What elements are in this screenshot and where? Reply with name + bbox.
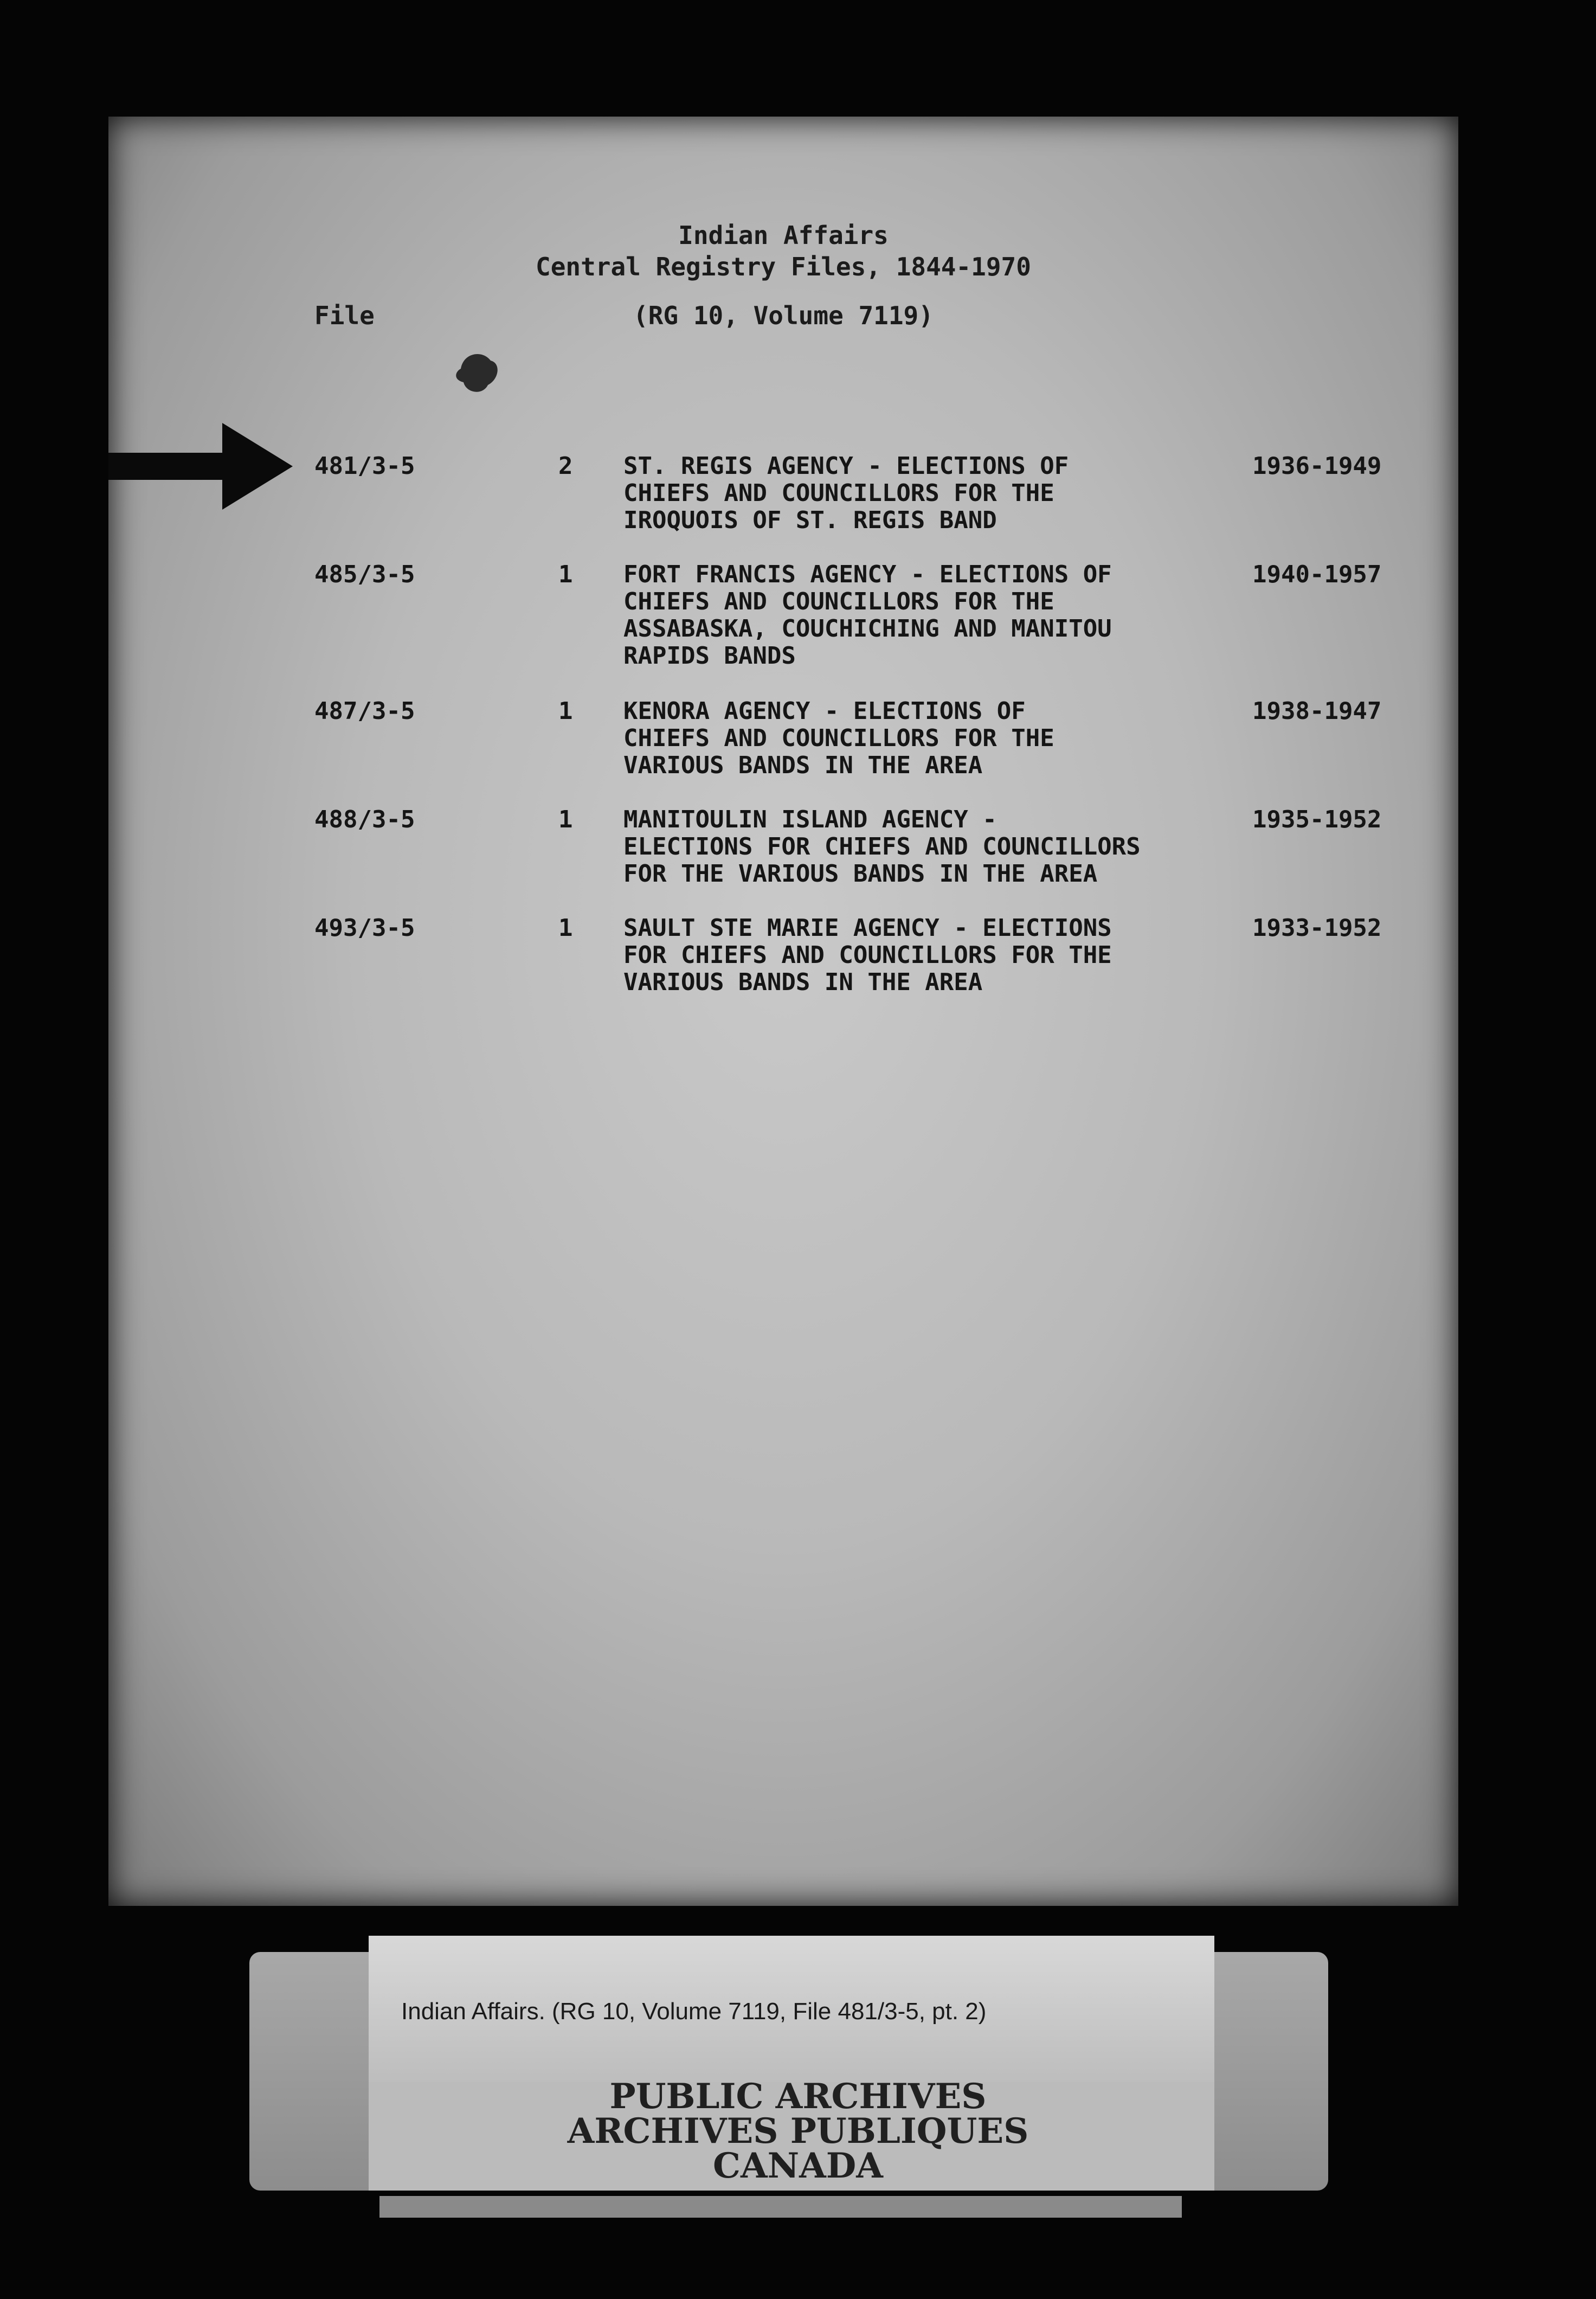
description-line: FOR CHIEFS AND COUNCILLORS FOR THE [623,941,1112,969]
description-line: VARIOUS BANDS IN THE AREA [623,968,983,996]
list-item [108,915,1458,1023]
file-description [623,806,1231,888]
description-line: IROQUOIS OF ST. REGIS BAND [623,506,997,534]
caption-label [369,1936,1214,2082]
list-item [108,453,1458,561]
file-list [108,453,1458,1023]
document-header [108,220,1458,282]
description-line: MANITOULIN ISLAND AGENCY - [623,806,997,833]
description-line: CHIEFS AND COUNCILLORS FOR THE [623,724,1054,752]
file-description [623,453,1231,534]
list-item [108,806,1458,915]
description-line: ST. REGIS AGENCY - ELECTIONS OF [623,452,1069,480]
part-count: 1 [558,561,573,588]
description-line: CHIEFS AND COUNCILLORS FOR THE [623,479,1054,507]
file-number: 485/3-5 [314,561,415,588]
description-line: FOR THE VARIOUS BANDS IN THE AREA [623,860,1098,888]
stamp-line-1: PUBLIC ARCHIVES [609,2076,987,2117]
description-line: ASSABASKA, COUCHICHING AND MANITOU [623,615,1112,643]
date-range: 1938-1947 [1252,697,1382,725]
description-line: ELECTIONS FOR CHIEFS AND COUNCILLORS [623,833,1141,860]
file-column-label: File [314,301,375,330]
caption-text: Indian Affairs. (RG 10, Volume 7119, File 481/3-5, pt. 2) [401,1998,987,2025]
description-line: FORT FRANCIS AGENCY - ELECTIONS OF [623,561,1112,588]
part-count: 1 [558,697,573,725]
part-count: 1 [558,914,573,942]
description-line: RAPIDS BANDS [623,642,796,670]
part-count: 2 [558,452,573,480]
list-item [108,698,1458,806]
description-line: VARIOUS BANDS IN THE AREA [623,752,983,779]
file-description [623,561,1231,670]
header-line-1: Indian Affairs [678,221,889,250]
arrow-pointer-icon [108,423,293,510]
stamp-line-3: CANADA [713,2146,883,2186]
microfilm-page [108,117,1458,1906]
ink-spot-icon [450,347,504,401]
file-description [623,915,1231,996]
stamp-foot-bar [379,2196,1182,2218]
record-group-label: (RG 10, Volume 7119) [633,301,934,330]
date-range: 1936-1949 [1252,452,1382,480]
file-description [623,698,1231,779]
archive-stamp [0,2076,1596,2186]
description-line: CHIEFS AND COUNCILLORS FOR THE [623,588,1054,615]
header-line-2: Central Registry Files, 1844-1970 [536,252,1031,281]
file-number: 488/3-5 [314,806,415,833]
date-range: 1935-1952 [1252,806,1382,833]
file-number: 493/3-5 [314,914,415,942]
description-line: SAULT STE MARIE AGENCY - ELECTIONS [623,914,1112,942]
date-range: 1940-1957 [1252,561,1382,588]
stamp-line-2: ARCHIVES PUBLIQUES [567,2111,1029,2152]
date-range: 1933-1952 [1252,914,1382,942]
description-line: KENORA AGENCY - ELECTIONS OF [623,697,1026,725]
list-item [108,561,1458,698]
file-number: 481/3-5 [314,452,415,480]
file-number: 487/3-5 [314,697,415,725]
part-count: 1 [558,806,573,833]
